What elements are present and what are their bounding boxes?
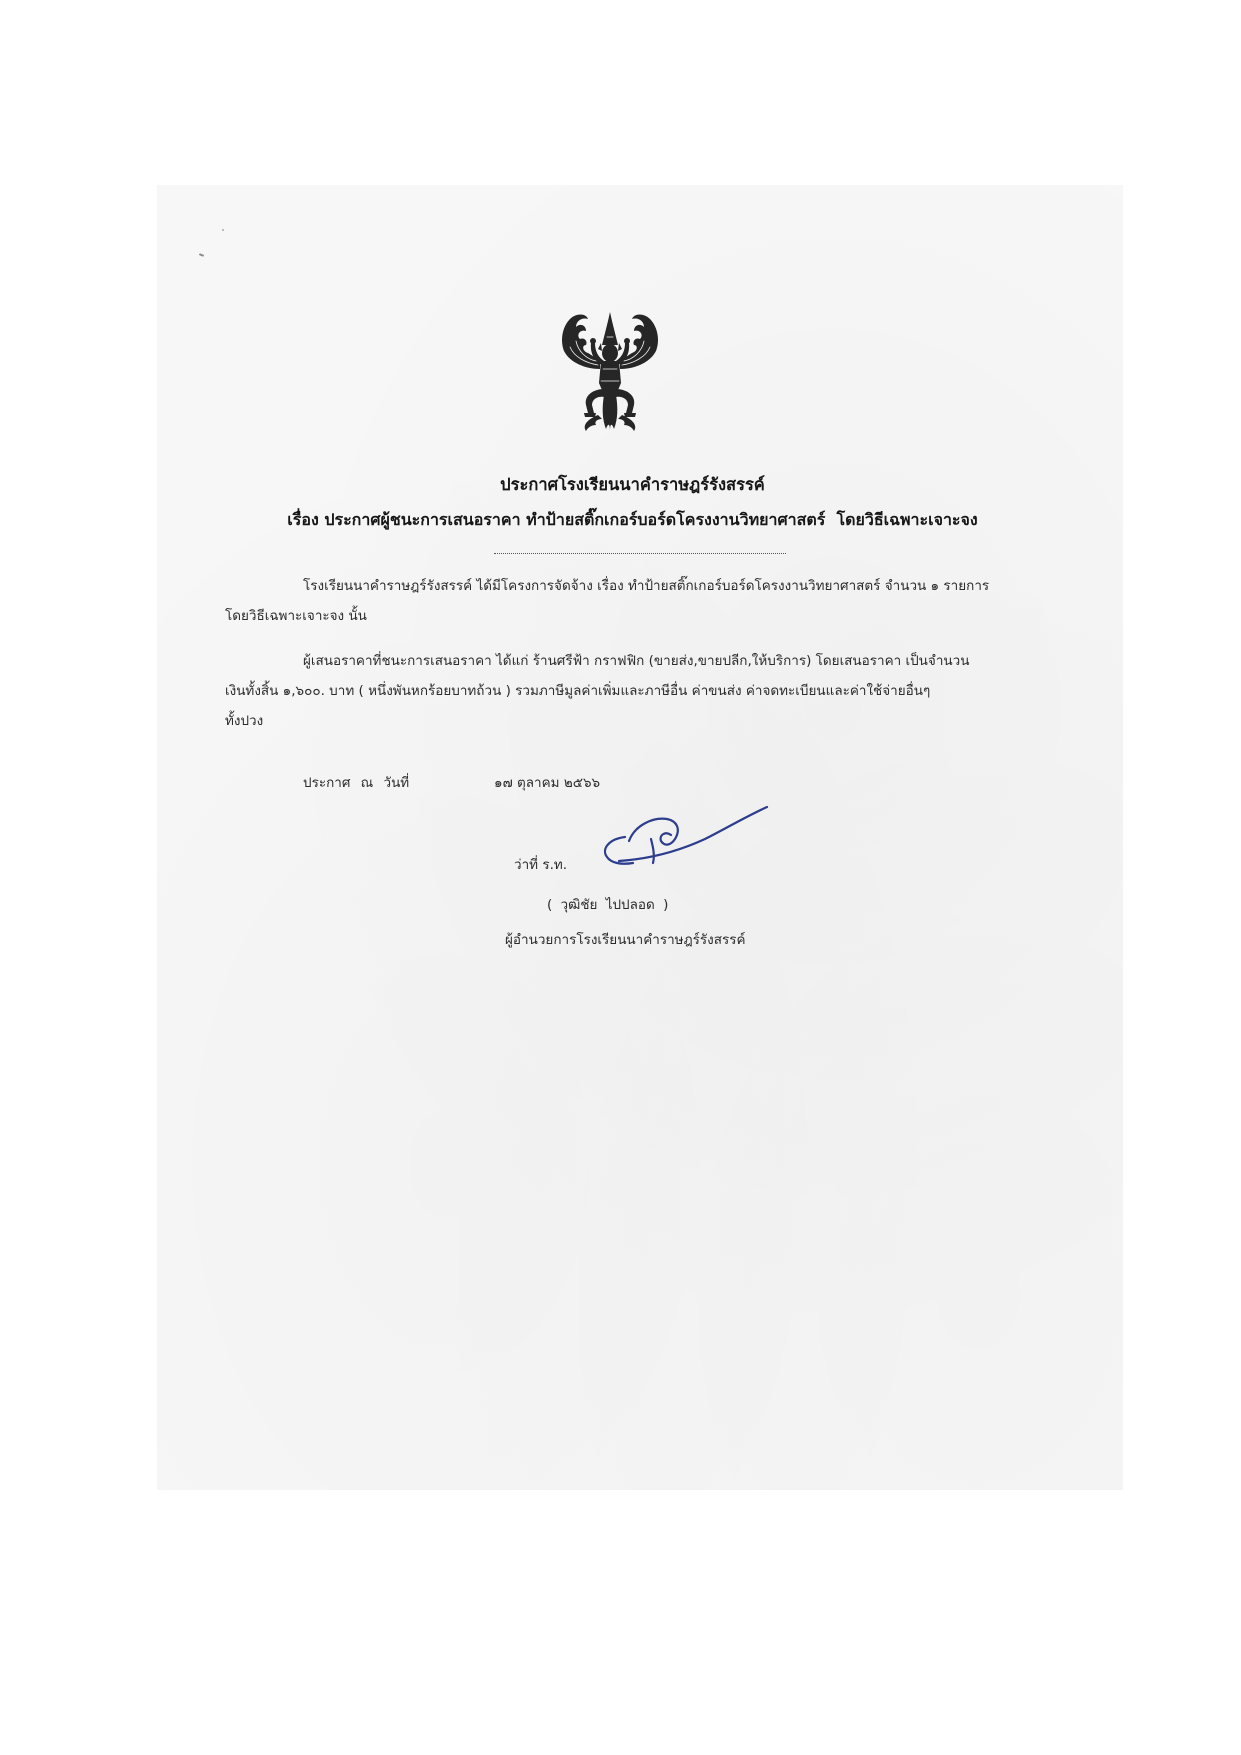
signatory-position: ผู้อำนวยการโรงเรียนนาคำราษฎร์รังสรรค์ [505,932,746,948]
paragraph-line: ผู้เสนอราคาที่ชนะการเสนอราคา ได้แก่ ร้านศรีฟ้า กราฟฟิก (ขายส่ง,ขายปลีก,ให้บริการ) โดยเสนอราคา เป็นจำนวน [303,653,970,669]
handwritten-signature [595,795,770,880]
paragraph-line: เงินทั้งสิ้น ๑,๖๐๐. บาท ( หนึ่งพันหกร้อยบาทถ้วน ) รวมภาษีมูลค่าเพิ่มและภาษีอื่น ค่าขนส่ง ค่าจดทะเบียนและค่าใช้จ่ายอื่นๆ [225,683,931,699]
paragraph-line: โรงเรียนนาคำราษฎร์รังสรรค์ ได้มีโครงการจัดจ้าง เรื่อง ทำป้ายสติ๊กเกอร์บอร์ดโครงงานวิทยาศาสตร์ จำนวน ๑ รายการ [303,578,990,594]
signature-stroke [619,807,767,861]
announcement-title: ประกาศโรงเรียนนาคำราษฎร์รังสรรค์ [500,475,765,494]
announcement-date: ๑๗ ตุลาคม ๒๕๖๖ [494,775,601,791]
paragraph-procurement-project [225,571,1025,631]
garuda-emblem-icon [558,309,662,433]
dotted-divider [494,553,786,554]
paragraph-line: โดยวิธีเฉพาะเจาะจง นั้น [225,608,367,624]
signature-stroke [629,819,678,845]
announcement-subject: เรื่อง ประกาศผู้ชนะการเสนอราคา ทำป้ายสติ๊กเกอร์บอร์ดโครงงานวิทยาศาสตร์ โดยวิธีเฉพาะเจาะจง [287,510,978,529]
signatory-name: ( วุฒิชัย ไปปลอด ) [547,897,669,913]
garuda-silhouette [562,312,658,431]
paragraph-line: ทั้งปวง [225,713,264,729]
paragraph-winning-bidder [225,646,1025,736]
signature-stroke [651,839,654,863]
announcement-date-label: ประกาศ ณ วันที่ [303,775,410,791]
scan-speck [222,229,224,231]
signatory-rank: ว่าที่ ร.ท. [514,857,568,873]
